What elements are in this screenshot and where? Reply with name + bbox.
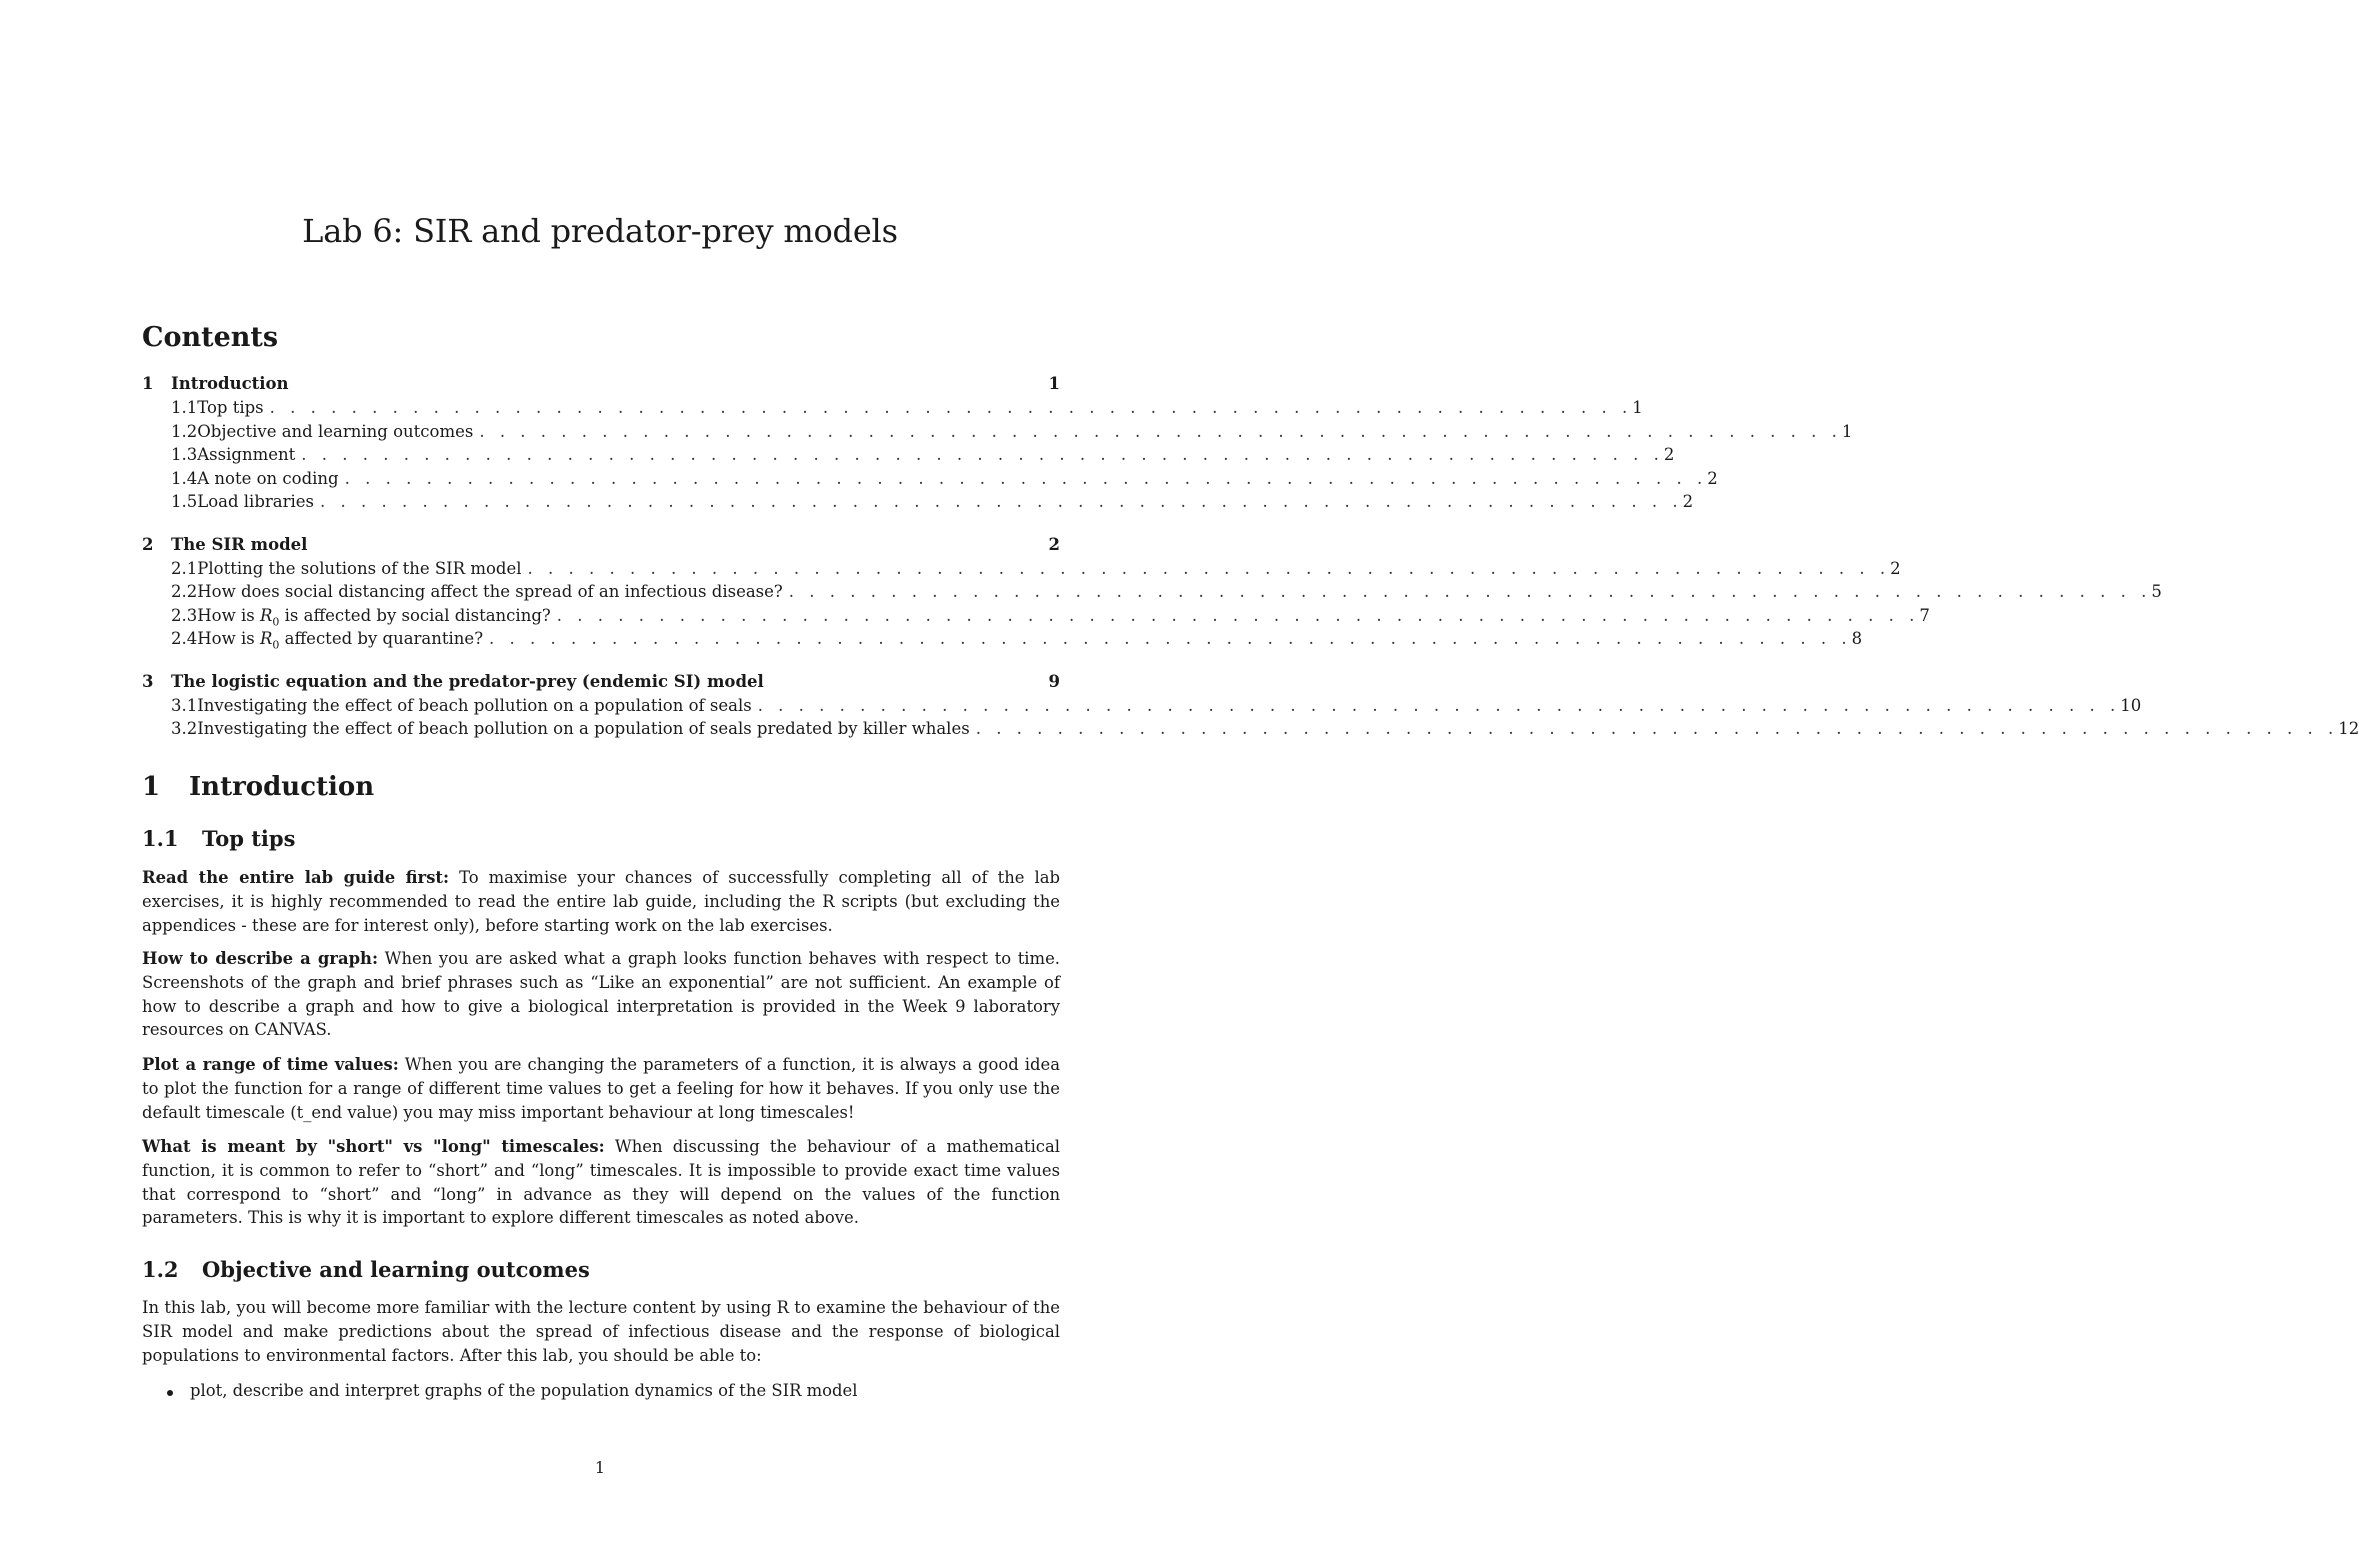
toc-leader-dots: . . . . . . . . . . . . . . . . . . . . . . . . . . . . . . . . . . . . . . . . . . . . . . . . . . . . . . . . . . . . . . . . . . . (344, 468, 1708, 488)
toc-entry-number: 2.1 (171, 558, 198, 578)
toc-entry-title: Top tips (197, 398, 264, 417)
toc-section-number: 3 (142, 671, 154, 691)
toc-entry-coding-note[interactable] (142, 468, 1718, 493)
subsection-number: 1.1 (142, 826, 179, 851)
tip-time-range (142, 1053, 1060, 1124)
tip-read-guide (142, 866, 1060, 937)
toc-leader-dots: . . . . . . . . . . . . . . . . . . . . . . . . . . . . . . . . . . . . . . . . . . . . . . . . . . . . . . . . . . . . . . . . . . . (975, 719, 2339, 738)
toc-entry-number: 1.5 (171, 492, 198, 511)
toc-entry-title-pre: How is (197, 605, 260, 625)
r-subscript: 0 (272, 614, 280, 628)
toc-entry-page: 2 (1707, 468, 1718, 488)
toc-entry-number: 2.2 (171, 582, 198, 601)
toc-entry-number: 1.4 (171, 468, 198, 488)
toc-entry-page: 1 (1632, 398, 1643, 417)
section-title: Introduction (189, 772, 375, 802)
toc-entry-page: 10 (2120, 695, 2142, 715)
toc-leader-dots: . . . . . . . . . . . . . . . . . . . . . . . . . . . . . . . . . . . . . . . . . . . . . . . . . . . . . . . . . . . . . . . . . . . (757, 695, 2121, 715)
toc-entry-load-libraries[interactable] (142, 492, 1694, 516)
toc-leader-dots: . . . . . . . . . . . . . . . . . . . . . . . . . . . . . . . . . . . . . . . . . . . . . . . . . . . . . . . . . . . . . . . . . . . (489, 629, 1852, 648)
tip-text: To maximise your chances of successfully completing all of the lab exercises, it is highly recommended to read the entire lab guide, including the R scripts (but excluding the appendices - these are for interest only), before starting work on the lab exercises. (142, 868, 1060, 935)
toc-entry-seals-pollution[interactable] (142, 695, 2142, 720)
objective-paragraph: In this lab, you will become more familiar with the lecture content by using R to examine the behaviour of the SIR model and make predictions about the spread of infectious disease and the response of biological populations to environmental factors. After this lab, you should be able to: (142, 1298, 1060, 1365)
page-title: Lab 6: SIR and predator-prey models (302, 212, 898, 250)
list-item (168, 1381, 857, 1400)
tip-text: When you are asked what a graph looks function behaves with respect to time. Screenshots of the graph and brief phrases such as “Like an exponential” are not sufficient. An example of how to describe a graph and how to give a biological interpretation is provided in the Week 9 laboratory resources on CANVAS. (142, 949, 1060, 1040)
tip-lead: How to describe a graph: (142, 949, 378, 968)
toc-entry-number: 1.1 (171, 398, 198, 417)
toc-leader-dots: . . . . . . . . . . . . . . . . . . . . . . . . . . . . . . . . . . . . . . . . . . . . . . . . . . . . . . . . . . . . . . . . . . . (479, 421, 1842, 441)
toc-section-number: 1 (142, 374, 154, 393)
bullet-text: plot, describe and interpret graphs of the population dynamics of the SIR model (190, 1381, 858, 1400)
toc-entry-title: How does social distancing affect the spread of an infectious disease? (197, 582, 783, 601)
tip-text: When discussing the behaviour of a mathematical function, it is common to refer to “short” and “long” timescales. It is impossible to provide exact time values that correspond to “short” and “long” in advance as they will depend on the values of the function parameters. This is why it is important to explore different timescales as noted above. (142, 1137, 1061, 1228)
subsection-title: Objective and learning outcomes (202, 1257, 590, 1282)
toc-entry-top-tips[interactable] (142, 398, 1643, 422)
subsection-heading-top-tips (142, 826, 295, 851)
toc-leader-dots: . . . . . . . . . . . . . . . . . . . . . . . . . . . . . . . . . . . . . . . . . . . . . . . . . . . . . . . . . . . . . . . . . . . (788, 582, 2152, 601)
toc-entry-page: 2 (1663, 445, 1675, 464)
toc-leader-dots: . . . . . . . . . . . . . . . . . . . . . . . . . . . . . . . . . . . . . . . . . . . . . . . . . . . . . . . . . . . . . . . . . . . (556, 605, 1920, 625)
toc-entry-r0-quarantine[interactable] (142, 629, 1863, 653)
r-symbol: R (259, 629, 273, 648)
page-number: 1 (594, 1458, 606, 1477)
tip-lead: Read the entire lab guide first: (142, 868, 450, 887)
r-subscript: 0 (272, 638, 280, 652)
toc-entry-page: 8 (1851, 629, 1863, 648)
toc-leader-dots: . . . . . . . . . . . . . . . . . . . . . . . . . . . . . . . . . . . . . . . . . . . . . . . . . . . . . . . . . . . . . . . . . . . (320, 492, 1683, 511)
toc-entry-title: A note on coding (197, 468, 339, 488)
toc-entry-page: 12 (2338, 719, 2359, 738)
toc-entry-page: 2 (1890, 558, 1901, 578)
toc-entry-title: Objective and learning outcomes (197, 421, 474, 441)
contents-heading: Contents (142, 322, 279, 353)
tip-timescales (142, 1135, 1060, 1230)
r-symbol: R (259, 605, 273, 625)
toc-leader-dots: . . . . . . . . . . . . . . . . . . . . . . . . . . . . . . . . . . . . . . . . . . . . . . . . . . . . . . . . . . . . . . . . . . . (527, 558, 1891, 578)
toc-entry-page: 5 (2151, 582, 2162, 601)
toc-entry-seals-killer-whales[interactable] (142, 719, 2359, 743)
tip-lead: What is meant by "short" vs "long" timescales: (142, 1137, 605, 1156)
toc-section-logistic-predator-prey[interactable] (142, 672, 1060, 696)
section-number: 1 (142, 772, 161, 802)
toc-entry-number: 3.2 (171, 719, 198, 738)
toc-section-page: 2 (1048, 534, 1060, 554)
toc-entry-title: Investigating the effect of beach pollution on a population of seals (197, 695, 752, 715)
toc-entry-title: Assignment (197, 445, 296, 464)
toc-entry-assignment[interactable] (142, 445, 1675, 469)
subsection-heading-objective (142, 1257, 590, 1282)
toc-entry-page: 1 (1841, 421, 1853, 441)
toc-entry-title: Plotting the solutions of the SIR model (197, 558, 522, 578)
tip-describe-graph (142, 947, 1060, 1042)
toc-entry-social-distancing-spread[interactable] (142, 582, 2162, 606)
toc-leader-dots: . . . . . . . . . . . . . . . . . . . . . . . . . . . . . . . . . . . . . . . . . . . . . . . . . . . . . . . . . . . . . . . . . . . (269, 398, 1633, 417)
toc-section-introduction[interactable] (142, 374, 1060, 398)
toc-entry-title (197, 606, 557, 628)
toc-section-number: 2 (142, 534, 154, 554)
toc-entry-page: 7 (1919, 605, 1930, 625)
toc-section-sir-model[interactable] (142, 535, 1060, 559)
toc-entry-page: 2 (1682, 492, 1694, 511)
toc-entry-title-post: affected by quarantine? (279, 629, 484, 648)
toc-entry-title: Load libraries (197, 492, 315, 511)
toc-section-title: Introduction (171, 374, 289, 393)
toc-entry-number: 2.3 (171, 605, 198, 625)
toc-section-title: The SIR model (171, 534, 308, 554)
toc-entry-number: 2.4 (171, 629, 198, 648)
toc-entry-r0-social-distancing[interactable] (142, 605, 1930, 630)
toc-entry-plotting-sir[interactable] (142, 558, 1901, 583)
section-heading-introduction (142, 772, 374, 802)
toc-entry-title: Investigating the effect of beach pollution on a population of seals predated by killer whales (197, 719, 970, 738)
toc-section-page: 9 (1048, 671, 1060, 691)
toc-entry-number: 1.3 (171, 445, 198, 464)
toc-entry-title (197, 629, 489, 651)
toc-entry-number: 1.2 (171, 421, 198, 441)
toc-section-title: The logistic equation and the predator-prey (endemic SI) model (171, 671, 764, 691)
toc-entry-title-pre: How is (197, 629, 260, 648)
toc-entry-title-post: is affected by social distancing? (279, 605, 551, 625)
toc-section-page: 1 (1048, 374, 1060, 393)
toc-entry-number: 3.1 (171, 695, 198, 715)
bullet-icon (167, 1390, 173, 1396)
table-of-contents (142, 374, 2359, 743)
subsection-title: Top tips (202, 826, 296, 851)
subsection-number: 1.2 (142, 1257, 179, 1282)
tip-lead: Plot a range of time values: (142, 1055, 399, 1074)
tip-text: When you are changing the parameters of a function, it is always a good idea to plot the function for a range of different time values to get a feeling for how it behaves. If you only use the default timescale (t_end value) you may miss important behaviour at long timescales! (142, 1055, 1060, 1122)
toc-leader-dots: . . . . . . . . . . . . . . . . . . . . . . . . . . . . . . . . . . . . . . . . . . . . . . . . . . . . . . . . . . . . . . . . . . . (301, 445, 1664, 464)
toc-entry-objective[interactable] (142, 421, 1853, 446)
